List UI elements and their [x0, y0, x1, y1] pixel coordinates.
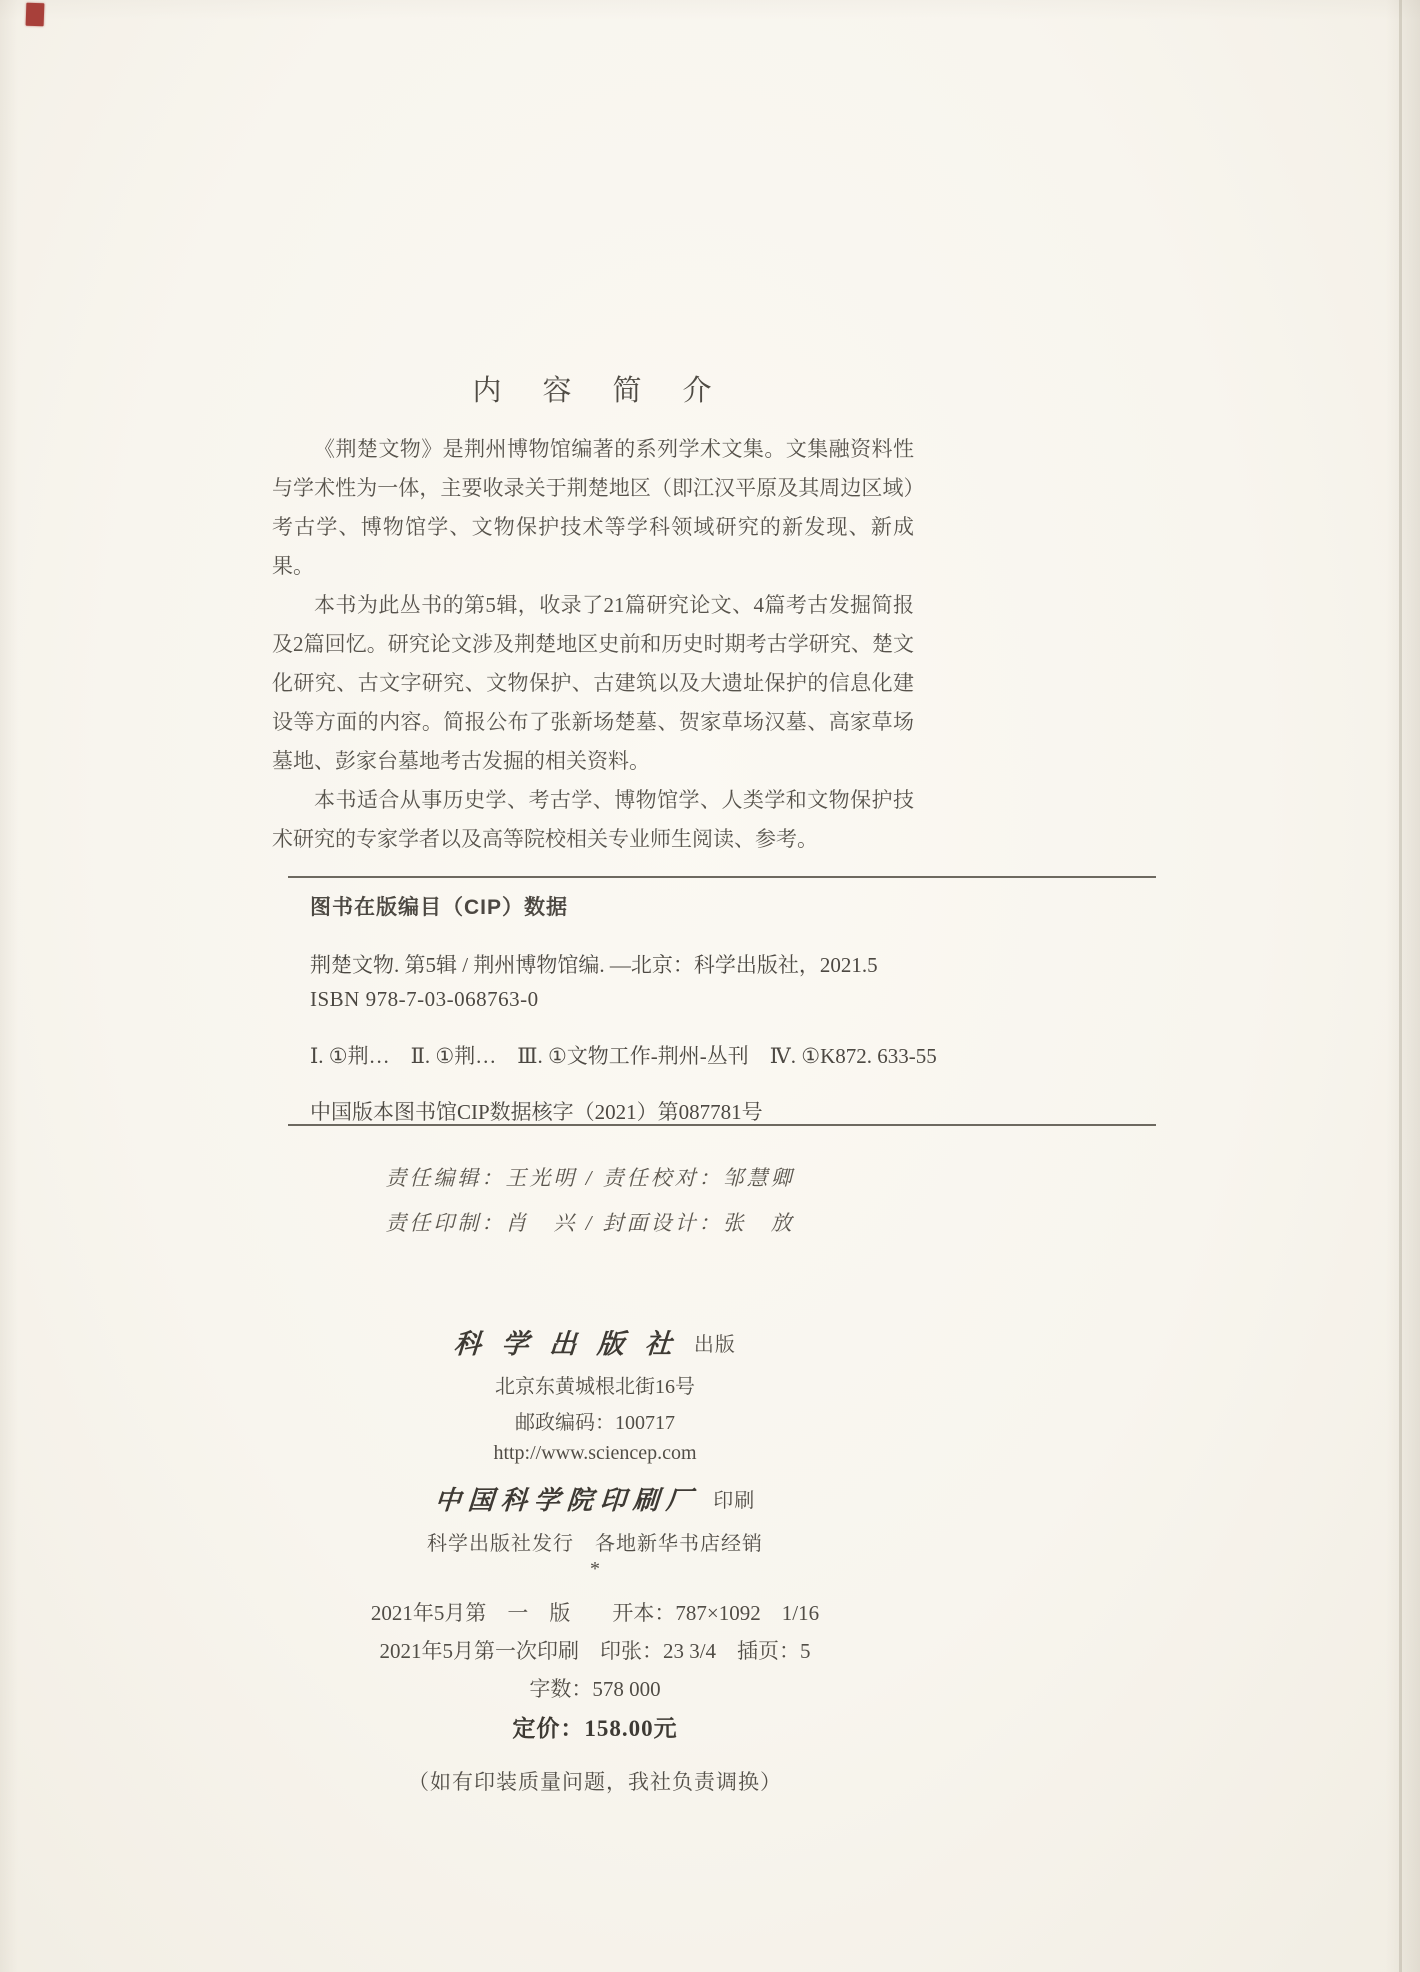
word-count-line: 字数：578 000 — [529, 1677, 661, 1701]
intro-paragraph-2: 本书为此丛书的第5辑，收录了21篇研究论文、4篇考古发掘简报及2篇回忆。研究论文涉及荆楚地区史前和历史时期考古学研究、楚文化研究、古文字研究、文物保护、古建筑以及大遗址保护的信息化建设等方面的内容。简报公布了张新场楚墓、贺家草场汉墓、高家草场墓地、彭家台墓地考古发掘的相关资料。 — [272, 593, 914, 773]
content-introduction — [272, 430, 914, 859]
price-label: 定价： — [512, 1716, 585, 1741]
printer-logotype: 中国科学院印刷厂 — [433, 1486, 700, 1515]
scan-artifact-page-edge — [1399, 0, 1402, 1972]
edition-format-line: 2021年5月第 一 版 开本：787×1092 1/16 — [370, 1601, 820, 1625]
cip-record-number: 中国版本图书馆CIP数据核字（2021）第087781号 — [310, 1100, 763, 1124]
publisher-address: 北京东黄城根北街16号 — [495, 1376, 695, 1398]
distribution-line: 科学出版社发行 各地新华书店经销 — [427, 1533, 763, 1555]
staff-credits — [245, 1156, 935, 1246]
print-design-line: 责任印制：肖 兴 / 封面设计：张 放 — [385, 1211, 795, 1235]
postal-code: 邮政编码：100717 — [515, 1412, 675, 1434]
cip-data-box — [288, 876, 1156, 1126]
quality-note: （如有印装质量问题，我社负责调换） — [408, 1770, 782, 1794]
publisher-logotype: 科 学 出 版 社 — [452, 1329, 680, 1359]
intro-paragraph-1: 《荆楚文物》是荆州博物馆编著的系列学术文集。文集融资料性与学术性为一体，主要收录关于荆楚地区（即江汉平原及其周边区域）考古学、博物馆学、文物保护技术等学科领域研究的新发现、新成果。 — [272, 437, 914, 578]
publisher-line — [245, 1322, 945, 1361]
impression-line: 2021年5月第一次印刷 印张：23 3/4 插页：5 — [379, 1639, 811, 1663]
cip-classification: Ⅰ. ①荆… Ⅱ. ①荆… Ⅲ. ①文物工作-荆州-丛刊 Ⅳ. ①K872. 633-55 — [310, 1044, 937, 1068]
cip-heading: 图书在版编目（CIP）数据 — [310, 896, 569, 919]
price-line — [245, 1710, 945, 1743]
printer-line — [245, 1480, 945, 1517]
intro-paragraph-3: 本书适合从事历史学、考古学、博物馆学、人类学和文物保护技术研究的专家学者以及高等院校相关专业师生阅读、参考。 — [272, 788, 914, 851]
section-title: 内 容 简 介 — [472, 375, 718, 407]
separator-asterisk: * — [590, 1558, 600, 1580]
isbn-number: ISBN 978-7-03-068763-0 — [310, 987, 539, 1011]
printer-suffix: 印刷 — [713, 1490, 756, 1512]
publisher-website: http://www.sciencep.com — [493, 1442, 697, 1464]
publisher-suffix: 出版 — [693, 1334, 736, 1356]
cip-catalog-entry: 荆楚文物. 第5辑 / 荆州博物馆编. —北京：科学出版社，2021.5 — [310, 953, 878, 977]
price-value: 158.00元 — [584, 1716, 678, 1741]
scan-artifact-red-mark — [26, 3, 45, 27]
editors-line: 责任编辑：王光明 / 责任校对：邹慧卿 — [385, 1166, 795, 1190]
